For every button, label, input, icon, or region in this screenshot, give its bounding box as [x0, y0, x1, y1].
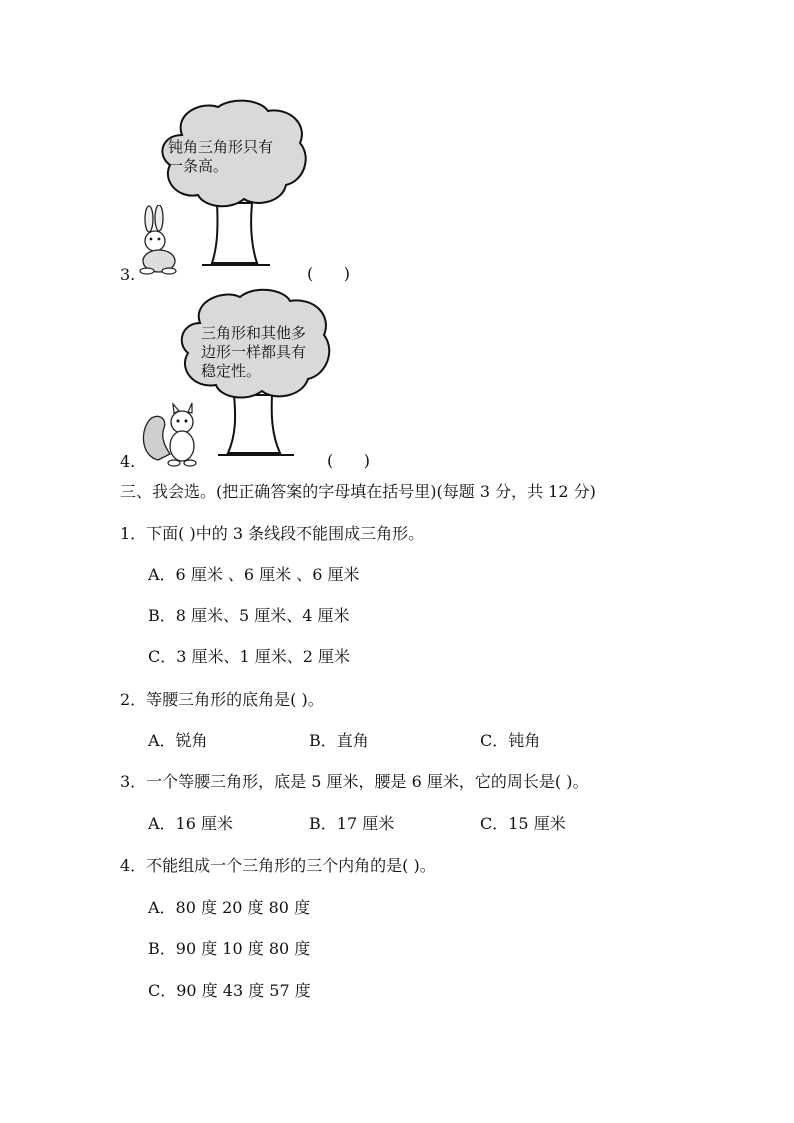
option-b[interactable]: B．直角 [309, 731, 369, 750]
rabbit-icon [135, 205, 183, 277]
answer-paren[interactable]: ( ) [327, 451, 370, 470]
option-a[interactable]: A．80 度 20 度 80 度 [148, 898, 311, 917]
question-stem: 3．一个等腰三角形，底是 5 厘米，腰是 6 厘米，它的周长是( )。 [120, 772, 589, 791]
option-b[interactable]: B．90 度 10 度 80 度 [148, 939, 311, 958]
option-b[interactable]: B．17 厘米 [309, 814, 395, 833]
option-a[interactable]: A．锐角 [148, 731, 208, 750]
section-heading: 三、我会选。(把正确答案的字母填在括号里)(每题 3 分，共 12 分) [120, 482, 596, 501]
tree-bubble-text: 钝角三角形只有 一条高。 [168, 138, 274, 175]
option-c[interactable]: C．钝角 [480, 731, 541, 750]
squirrel-icon [140, 400, 204, 468]
answer-paren[interactable]: ( ) [307, 264, 350, 283]
option-a[interactable]: A．6 厘米 、6 厘米 、6 厘米 [148, 565, 360, 584]
option-b[interactable]: B．8 厘米、5 厘米、4 厘米 [148, 606, 350, 625]
option-c[interactable]: C．15 厘米 [480, 814, 566, 833]
question-stem: 2．等腰三角形的底角是( )。 [120, 690, 324, 709]
item-number: 4. [120, 452, 136, 471]
item-number: 3. [120, 265, 136, 284]
question-stem: 1．下面( )中的 3 条线段不能围成三角形。 [120, 524, 425, 543]
option-a[interactable]: A．16 厘米 [148, 814, 234, 833]
option-c[interactable]: C．3 厘米、1 厘米、2 厘米 [148, 647, 351, 666]
tree-bubble-text: 三角形和其他多 边形一样都具有 稳定性。 [201, 324, 307, 380]
question-stem: 4．不能组成一个三角形的三个内角的是( )。 [120, 856, 436, 875]
option-c[interactable]: C．90 度 43 度 57 度 [148, 981, 311, 1000]
